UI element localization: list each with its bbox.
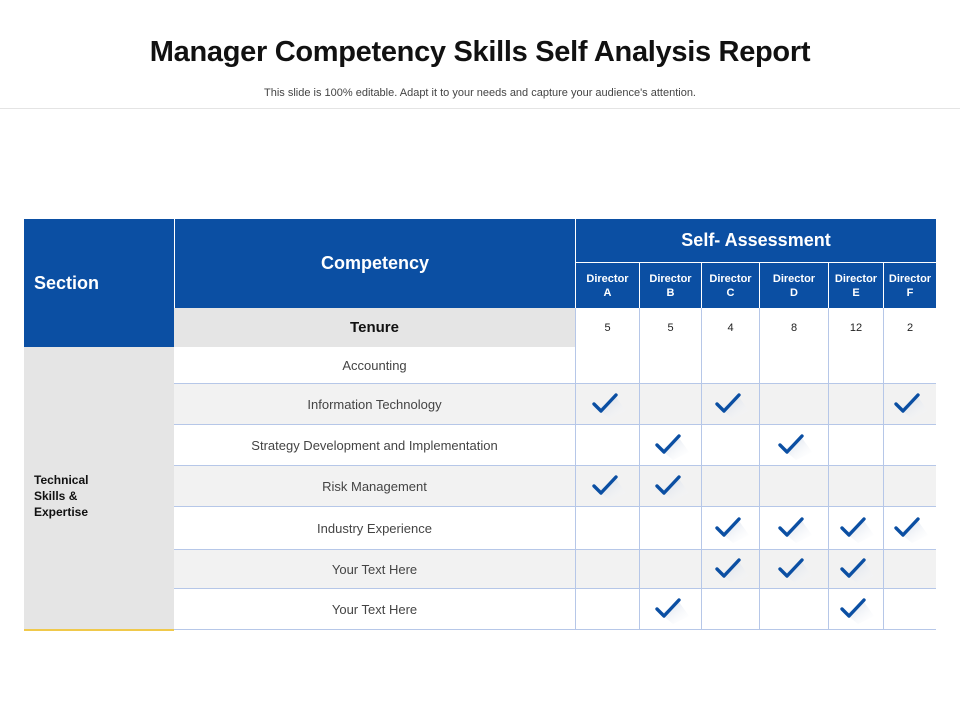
director-header-label: Director F: [888, 272, 932, 299]
page-subtitle: This slide is 100% editable. Adapt it to your needs and capture your audience's attention.: [264, 87, 696, 99]
assessment-cell-checked: [828, 550, 883, 589]
checkmark-icon: [890, 511, 930, 545]
director-header-e: [828, 263, 883, 308]
self-assessment-label: Self- Assessment: [681, 230, 831, 250]
assessment-cell-empty: [883, 347, 936, 384]
assessment-cell-empty: [575, 589, 639, 630]
assessment-cell-empty: [883, 466, 936, 507]
assessment-cell-checked: [701, 384, 759, 425]
checkmark-icon: [588, 469, 628, 503]
tenure-value: 4: [701, 308, 759, 347]
checkmark-icon: [651, 592, 691, 626]
tenure-label-text: Tenure: [350, 319, 399, 336]
director-header-b: [639, 263, 701, 308]
competency-row-label: Information Technology: [174, 384, 575, 425]
tenure-value: 5: [639, 308, 701, 347]
assessment-cell-empty: [639, 347, 701, 384]
assessment-cell-empty: [639, 507, 701, 550]
assessment-cell-checked: [701, 550, 759, 589]
assessment-cell-checked: [759, 507, 828, 550]
assessment-cell-empty: [701, 425, 759, 466]
section-header-label: Section: [34, 272, 100, 293]
assessment-cell-empty: [575, 347, 639, 384]
assessment-cell-empty: [759, 347, 828, 384]
checkmark-icon: [836, 552, 876, 586]
assessment-cell-empty: [759, 384, 828, 425]
assessment-cell-checked: [828, 507, 883, 550]
header-divider: [0, 108, 960, 109]
assessment-cell-empty: [759, 466, 828, 507]
assessment-cell-empty: [828, 466, 883, 507]
self-assessment-header: [575, 219, 936, 263]
director-header-f: [883, 263, 936, 308]
competency-row-label: Accounting: [174, 347, 575, 384]
assessment-cell-checked: [759, 550, 828, 589]
assessment-cell-empty: [701, 466, 759, 507]
assessment-cell-empty: [639, 550, 701, 589]
assessment-cell-empty: [701, 347, 759, 384]
checkmark-icon: [890, 387, 930, 421]
checkmark-icon: [711, 387, 751, 421]
assessment-cell-empty: [883, 425, 936, 466]
checkmark-icon: [774, 511, 814, 545]
competency-row-label: Your Text Here: [174, 550, 575, 589]
assessment-cell-empty: [828, 425, 883, 466]
competency-header-label: Competency: [320, 253, 430, 273]
assessment-cell-empty: [828, 384, 883, 425]
director-header-label: Director B: [649, 272, 692, 299]
assessment-cell-empty: [701, 589, 759, 630]
competency-row-label: Your Text Here: [174, 589, 575, 630]
director-header-label: Director C: [709, 272, 752, 299]
assessment-cell-checked: [828, 589, 883, 630]
assessment-cell-empty: [575, 550, 639, 589]
assessment-cell-empty: [575, 507, 639, 550]
assessment-cell-checked: [575, 466, 639, 507]
assessment-cell-empty: [828, 347, 883, 384]
assessment-cell-checked: [883, 384, 936, 425]
assessment-cell-checked: [883, 507, 936, 550]
assessment-cell-empty: [883, 550, 936, 589]
checkmark-icon: [836, 511, 876, 545]
assessment-cell-checked: [639, 466, 701, 507]
assessment-cell-empty: [759, 589, 828, 630]
competency-row-label: Risk Management: [174, 466, 575, 507]
checkmark-icon: [651, 428, 691, 462]
checkmark-icon: [836, 592, 876, 626]
checkmark-icon: [711, 511, 751, 545]
checkmark-icon: [774, 552, 814, 586]
assessment-cell-empty: [639, 384, 701, 425]
director-header-d: [759, 263, 828, 308]
assessment-cell-empty: [883, 589, 936, 630]
checkmark-icon: [588, 387, 628, 421]
assessment-cell-checked: [575, 384, 639, 425]
competency-row-label: Industry Experience: [174, 507, 575, 550]
competency-row-label: Strategy Development and Implementation: [174, 425, 575, 466]
assessment-cell-checked: [639, 589, 701, 630]
page-title: Manager Competency Skills Self Analysis Report: [149, 36, 811, 68]
director-header-a: [575, 263, 639, 308]
tenure-value: 2: [883, 308, 936, 347]
assessment-cell-checked: [639, 425, 701, 466]
assessment-cell-checked: [701, 507, 759, 550]
checkmark-icon: [774, 428, 814, 462]
section-header: [24, 219, 174, 347]
assessment-cell-checked: [759, 425, 828, 466]
director-header-label: Director A: [586, 272, 629, 299]
assessment-cell-empty: [575, 425, 639, 466]
section-group-label: Technical Skills & Expertise: [34, 473, 89, 519]
checkmark-icon: [711, 552, 751, 586]
director-header-label: Director E: [834, 272, 878, 299]
competency-header: [174, 219, 575, 308]
tenure-value: 5: [575, 308, 639, 347]
tenure-label: [174, 308, 575, 347]
director-header-label: Director D: [772, 272, 816, 299]
checkmark-icon: [651, 469, 691, 503]
tenure-value: 12: [828, 308, 883, 347]
tenure-value: 8: [759, 308, 828, 347]
director-header-c: [701, 263, 759, 308]
